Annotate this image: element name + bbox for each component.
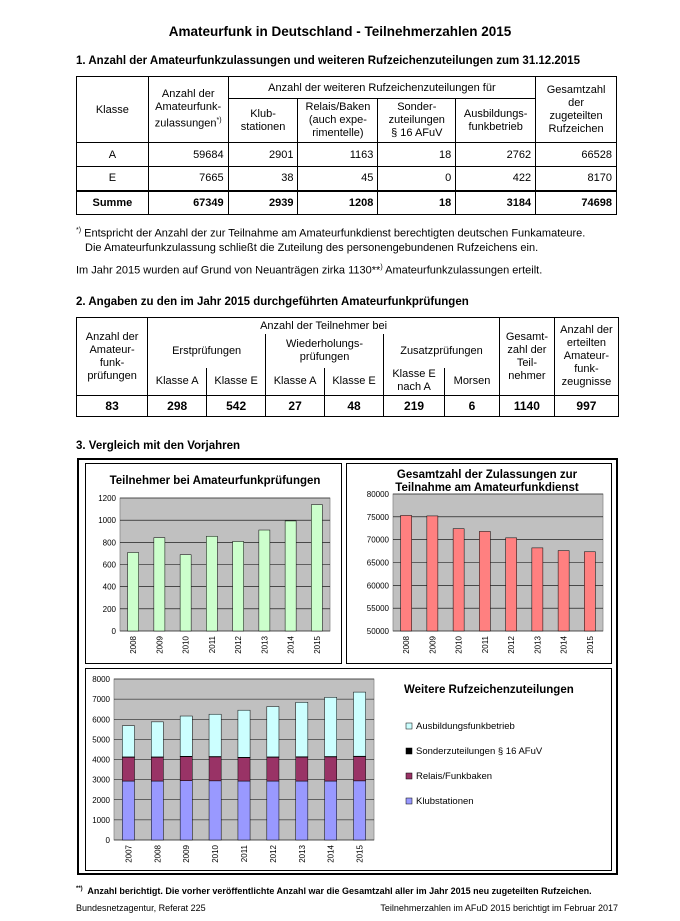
cell-sonder: 18	[378, 143, 456, 167]
header-ges-line3: zugeteilten	[549, 109, 603, 122]
bar	[532, 548, 543, 631]
header-ausb-line2: funkbetrieb	[468, 120, 523, 133]
y-tick-label: 0	[105, 836, 110, 845]
header-anzahl-pruefungen	[77, 318, 148, 396]
header-gesamt-line3: Teil-	[516, 356, 537, 369]
bar	[427, 516, 438, 631]
cell-summe-ausb: 3184	[456, 191, 536, 215]
cell-gesamt: 1140	[499, 396, 554, 417]
header-erstpruefungen: Erstprüfungen	[148, 334, 266, 368]
header-klasse-e-nach-a	[384, 368, 445, 396]
header-ena-line2: nach A	[397, 381, 431, 394]
cell-summe-sonder: 18	[378, 191, 456, 215]
cell-summe-label: Summe	[77, 191, 149, 215]
header-wiederholung	[266, 334, 384, 368]
header-anz-line3: funk-	[99, 356, 125, 369]
bar-segment	[180, 716, 192, 756]
note-mark: *)	[76, 227, 82, 234]
header-gesamt-line1: Gesamt-	[505, 330, 548, 343]
legend-label: Ausbildungsfunkbetrieb	[416, 721, 515, 732]
header-klubstationen	[228, 99, 298, 143]
x-tick-label: 2009	[182, 845, 192, 863]
header-zulassungen	[148, 77, 228, 143]
header-zul-line2: Amateurfunk-	[155, 101, 222, 114]
x-tick-label: 2008	[153, 845, 163, 863]
note-line-3-end: Amateurfunkzulassungen erteilt.	[382, 264, 543, 277]
bar-segment	[267, 757, 279, 781]
note-line-3-text: Im Jahr 2015 wurden auf Grund von Neuanträgen zirka 1130**	[76, 264, 381, 277]
cell-anzahl: 83	[77, 396, 148, 417]
bar-segment	[209, 781, 221, 840]
legend-swatch	[406, 773, 412, 779]
x-tick-label: 2008	[402, 636, 412, 654]
cell-gesamt: 8170	[536, 167, 617, 191]
header-zul-line3: zulassungen	[154, 117, 217, 130]
section-3-heading: 3. Vergleich mit den Vorjahren	[76, 440, 241, 452]
bar	[558, 551, 569, 631]
cell-summe-relais: 1208	[298, 191, 378, 215]
x-tick-label: 2011	[207, 636, 217, 654]
header-erst-klasse-e: Klasse E	[207, 368, 266, 396]
cell-ausbildung: 422	[456, 167, 536, 191]
bar-segment	[151, 722, 163, 757]
y-tick-label: 3000	[92, 775, 110, 785]
cell-summe-zul: 67349	[148, 191, 228, 215]
chart-title: Gesamtzahl der Zulassungen zur	[396, 469, 578, 481]
bar	[479, 531, 490, 631]
bar-segment	[325, 697, 337, 756]
header-sonder-line1: Sonder-	[397, 101, 437, 113]
header-anz-line4: prüfungen	[87, 369, 137, 382]
bar-segment	[296, 757, 308, 781]
section-1-heading: 1. Anzahl der Amateurfunkzulassungen und weiteren Rufzeichenzuteilungen zum 31.12.2015	[76, 55, 580, 67]
table-row	[77, 167, 617, 191]
cell-sonder: 0	[378, 167, 456, 191]
bar	[180, 555, 191, 631]
header-zusatzpruefungen: Zusatzprüfungen	[384, 334, 500, 368]
header-ges-line2: der	[568, 96, 585, 109]
header-zeug-line1: Anzahl der	[560, 324, 613, 336]
legend-label: Relais/Funkbaken	[416, 771, 493, 782]
x-tick-label: 2009	[428, 636, 438, 654]
bar-segment	[151, 781, 163, 840]
header-ena-line1: Klasse E	[392, 368, 436, 381]
header-zeugnisse	[554, 318, 618, 396]
footnote	[76, 886, 592, 896]
y-tick-label: 2000	[92, 795, 110, 805]
header-ges-line1: Gesamtzahl	[546, 83, 606, 96]
header-klub-line2: stationen	[240, 120, 286, 133]
x-tick-label: 2013	[297, 845, 307, 863]
chart-panel-3	[85, 668, 612, 871]
header-zeug-line4: funk-	[574, 363, 599, 375]
licenses-table	[76, 76, 617, 215]
cell-klubstationen: 38	[228, 167, 298, 191]
y-tick-label: 0	[111, 627, 116, 636]
header-zeug-line3: Amateur-	[563, 350, 610, 362]
chart-title: Teilnahme am Amateurfunkdienst	[395, 482, 579, 494]
x-tick-label: 2014	[286, 636, 296, 654]
bar-segment	[353, 757, 365, 781]
cell-relais: 1163	[298, 143, 378, 167]
bar-segment	[296, 702, 308, 756]
header-sonder-line3: § 16 AFuV	[391, 127, 443, 139]
header-morsen: Morsen	[445, 368, 500, 396]
cell-relais: 45	[298, 167, 378, 191]
page-title: Amateurfunk in Deutschland - Teilnehmerzahlen 2015	[168, 24, 512, 39]
bar	[285, 521, 296, 631]
note-line-3-sup: )	[380, 263, 383, 271]
y-tick-label: 60000	[366, 581, 389, 591]
x-tick-label: 2014	[326, 845, 336, 863]
cell-klasse: E	[77, 167, 149, 191]
cell-zulassungen: 7665	[148, 167, 228, 191]
y-tick-label: 1000	[98, 516, 116, 526]
y-tick-label: 6000	[92, 715, 110, 725]
y-tick-label: 50000	[366, 627, 389, 636]
header-anz-line1: Anzahl der	[85, 330, 139, 343]
legend-swatch	[406, 723, 412, 729]
footnote-text: Anzahl berichtigt. Die vorher veröffentlichte Anzahl war die Gesamtzahl aller im Jahr 2015 neu zugeteilten Rufzeichen.	[87, 886, 592, 896]
table-row	[77, 396, 619, 417]
bar	[206, 536, 217, 631]
cell-gesamt: 66528	[536, 143, 617, 167]
x-tick-label: 2015	[355, 845, 365, 863]
cell-erst-e: 542	[207, 396, 266, 417]
bar	[401, 515, 412, 631]
y-tick-label: 55000	[366, 604, 389, 614]
note-line-3	[76, 261, 636, 278]
bar-segment	[122, 781, 134, 840]
note-line-1: Entspricht der Anzahl der zur Teilnahme am Amateurfunkdienst berechtigten deutschen Funkamateure.	[84, 227, 586, 240]
y-tick-label: 8000	[92, 675, 110, 684]
bar	[233, 541, 244, 631]
sum-row	[77, 191, 617, 215]
x-tick-label: 2015	[312, 636, 322, 654]
bar-segment	[325, 781, 337, 840]
header-wdh-klasse-a: Klasse A	[266, 368, 325, 396]
bar	[128, 553, 139, 631]
bar-segment	[296, 781, 308, 840]
header-zeug-line2: erteilten	[566, 337, 606, 349]
header-zul-line1: Anzahl der	[161, 88, 215, 101]
x-tick-label: 2013	[533, 636, 543, 654]
bar-segment	[238, 781, 250, 840]
cell-klubstationen: 2901	[228, 143, 298, 167]
header-klub-line1: Klub-	[250, 107, 276, 120]
header-anz-line2: Amateur-	[89, 343, 135, 356]
bar	[453, 529, 464, 631]
table-row	[77, 143, 617, 167]
y-tick-label: 600	[102, 560, 116, 570]
legend-label: Sonderzuteilungen § 16 AFuV	[416, 746, 543, 757]
cell-summe-ges: 74698	[536, 191, 617, 215]
chart-rufzeichen	[86, 669, 611, 870]
bar	[154, 538, 165, 631]
bar-segment	[267, 781, 279, 840]
header-ausbildung	[456, 99, 536, 143]
cell-zus-ea: 219	[384, 396, 445, 417]
bar-segment	[122, 757, 134, 781]
x-tick-label: 2010	[211, 845, 221, 863]
header-gesamtzahl	[536, 77, 617, 143]
header-sonder	[378, 99, 456, 143]
header-wdh-line2: prüfungen	[299, 350, 350, 363]
header-zeug-line5: zeugnisse	[561, 376, 612, 388]
cell-wdh-a: 27	[266, 396, 325, 417]
notes-block	[76, 224, 636, 277]
footer-left: Bundesnetzagentur, Referat 225	[76, 903, 206, 913]
chart-panel-2	[346, 463, 612, 664]
x-tick-label: 2008	[129, 636, 139, 654]
footer-right: Teilnehmerzahlen im AFuD 2015 berichtigt im Februar 2017	[380, 903, 618, 913]
y-tick-label: 7000	[92, 695, 110, 705]
bar-segment	[353, 692, 365, 756]
y-tick-label: 4000	[92, 755, 110, 765]
header-gesamtzahl-teilnehmer	[499, 318, 554, 396]
cell-summe-klub: 2939	[228, 191, 298, 215]
header-erst-klasse-a: Klasse A	[148, 368, 207, 396]
header-relais-line3: rimentelle)	[312, 127, 364, 139]
bar-segment	[325, 757, 337, 781]
x-tick-label: 2014	[559, 636, 569, 654]
bar-segment	[180, 757, 192, 781]
cell-morsen: 6	[445, 396, 500, 417]
chart-title: Teilnehmer bei Amateurfunkprüfungen	[109, 475, 321, 487]
bar	[311, 505, 322, 631]
bar-segment	[238, 710, 250, 757]
bar-segment	[238, 758, 250, 781]
bar-segment	[209, 757, 221, 781]
cell-zeugnisse: 997	[554, 396, 618, 417]
y-tick-label: 400	[102, 582, 116, 592]
bar-segment	[267, 707, 279, 757]
header-relais-line2: (auch expe-	[308, 114, 367, 126]
y-tick-label: 5000	[92, 735, 110, 745]
header-sonder-line2: zuteilungen	[388, 114, 445, 126]
x-tick-label: 2015	[585, 636, 595, 654]
y-tick-label: 80000	[366, 490, 389, 499]
header-ausb-line1: Ausbildungs-	[463, 107, 528, 120]
y-tick-label: 800	[102, 538, 116, 548]
exams-table	[76, 317, 619, 417]
legend-swatch	[406, 798, 412, 804]
chart-panel-1	[85, 463, 342, 664]
header-gesamt-line2: zahl der	[507, 343, 547, 356]
header-wdh-line1: Wiederholungs-	[286, 337, 364, 350]
cell-erst-a: 298	[148, 396, 207, 417]
bar-segment	[353, 781, 365, 840]
section-2-heading: 2. Angaben zu den im Jahr 2015 durchgeführten Amateurfunkprüfungen	[76, 296, 469, 308]
bar	[259, 530, 270, 631]
cell-wdh-e: 48	[325, 396, 384, 417]
header-ges-line4: Rufzeichen	[548, 122, 604, 135]
y-tick-label: 75000	[366, 512, 389, 522]
bar	[584, 552, 595, 631]
legend-label: Klubstationen	[416, 796, 474, 807]
header-gesamt-line4: nehmer	[508, 369, 546, 382]
footnote-mark: **)	[76, 886, 83, 892]
header-group: Anzahl der weiteren Rufzeichenzuteilungen für	[228, 77, 535, 99]
chart-teilnehmer	[86, 464, 341, 663]
cell-ausbildung: 2762	[456, 143, 536, 167]
header-teilnehmer-group: Anzahl der Teilnehmer bei	[148, 318, 500, 334]
bar	[506, 538, 517, 631]
bar-segment	[180, 781, 192, 840]
x-tick-label: 2012	[507, 636, 517, 654]
y-tick-label: 200	[102, 604, 116, 614]
x-tick-label: 2011	[240, 845, 249, 863]
header-zul-sup: *)	[216, 117, 222, 125]
cell-klasse: A	[77, 143, 149, 167]
chart-zulassungen	[347, 464, 611, 663]
chart-title: Weitere Rufzeichenzuteilungen	[404, 684, 574, 696]
x-tick-label: 2012	[234, 636, 244, 654]
x-tick-label: 2011	[480, 636, 490, 654]
header-relais-line1: Relais/Baken	[305, 101, 371, 113]
note-line-2: Die Amateurfunkzulassung schließt die Zuteilung des personengebundenen Rufzeichens ein.	[85, 241, 539, 254]
x-tick-label: 2010	[454, 636, 464, 654]
legend-swatch	[406, 748, 412, 754]
y-tick-label: 65000	[366, 558, 389, 568]
y-tick-label: 70000	[366, 535, 389, 545]
bar-segment	[122, 726, 134, 757]
x-tick-label: 2013	[260, 636, 270, 654]
y-tick-label: 1000	[92, 815, 110, 825]
header-klasse: Klasse	[77, 77, 149, 143]
x-tick-label: 2012	[268, 845, 278, 863]
header-wdh-klasse-e: Klasse E	[325, 368, 384, 396]
y-tick-label: 1200	[98, 494, 116, 503]
x-tick-label: 2009	[155, 636, 165, 654]
header-relais	[298, 99, 378, 143]
bar-segment	[209, 714, 221, 756]
x-tick-label: 2010	[181, 636, 191, 654]
x-tick-label: 2007	[124, 845, 134, 863]
cell-zulassungen: 59684	[148, 143, 228, 167]
bar-segment	[151, 757, 163, 781]
